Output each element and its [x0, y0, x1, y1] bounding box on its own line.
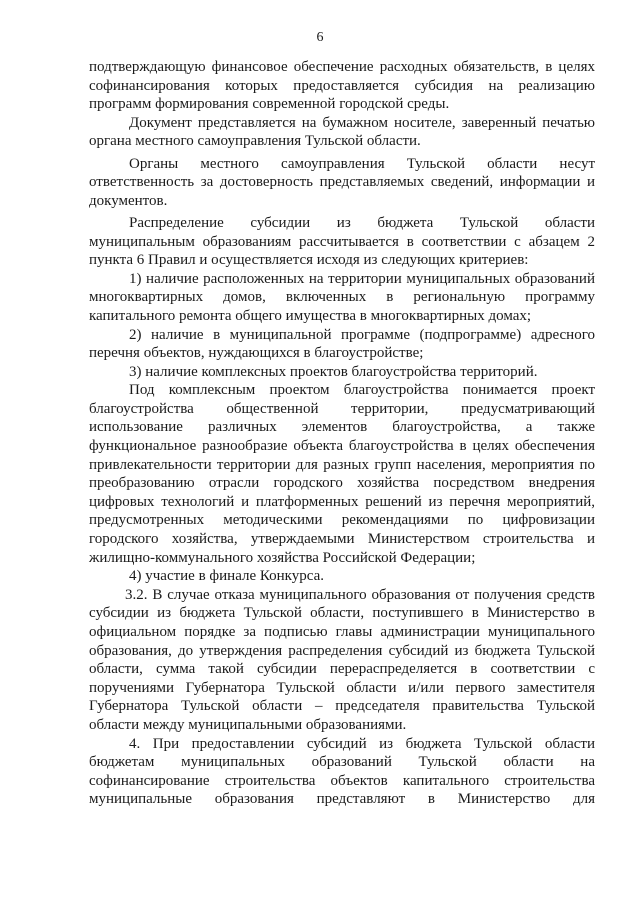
text-line: официальном порядке за подписью главы администрации муниципального [89, 624, 595, 640]
text-line: муниципальные образования представляют в Министерство для [89, 791, 595, 808]
text-line: документов. [89, 192, 168, 209]
text-line: 4. При предоставлении субсидий из бюджета Тульской области [129, 735, 595, 752]
text-line: 3.2. В случае отказа муниципального образования от получения средств [125, 586, 595, 603]
text-line: функциональное разнообразие объекта благоустройства в целях обеспечения [89, 438, 595, 455]
text-line: Под комплексным проектом благоустройства понимается проект [129, 382, 595, 399]
text-line: субсидии из бюджета Тульской области, поступившего в Министерство в [89, 605, 595, 622]
text-line: подтверждающую финансовое обеспечение расходных обязательств, в целях [89, 59, 595, 75]
text-line: бюджетам муниципальных образований Тульской области на [89, 754, 595, 771]
text-line: поручениями Губернатора Тульской области и/или первого заместителя [89, 679, 595, 696]
text-line: 2) наличие в муниципальной программе (подпрограмме) адресного [129, 326, 595, 343]
text-line: 4) участие в финале Конкурса. [129, 568, 324, 585]
text-line: городского хозяйства, утверждаемыми Министерством строительства и [89, 531, 595, 548]
text-line: благоустройства общественной территории, предусматривающий [89, 400, 595, 417]
text-line: области, сумма такой субсидии перераспределяется в соответствии с [89, 661, 595, 678]
text-line: преобразованию отрасли городского хозяйства посредством внедрения [89, 475, 595, 492]
text-line: софинансирование строительства объектов капитального строительства [89, 772, 595, 789]
text-line: многоквартирных домов, включенных в региональную программу [89, 289, 595, 306]
text-line: предусмотренных методическими рекомендациями по цифровизации [89, 512, 595, 529]
text-line: привлекательности территории для разных групп населения, мероприятия по [89, 456, 595, 473]
text-line: органа местного самоуправления Тульской области. [89, 133, 421, 150]
text-line: муниципальным образованиям рассчитывается в соответствии с абзацем 2 [89, 233, 595, 250]
text-line: программ формирования современной городской среды. [89, 96, 450, 113]
text-line: Распределение субсидии из бюджета Тульской области [129, 214, 595, 231]
text-line: 3) наличие комплексных проектов благоустройства территорий. [129, 363, 538, 380]
text-line: использование различных элементов благоустройства, а также [89, 419, 595, 436]
text-line: перечня объектов, нуждающихся в благоустройстве; [89, 345, 424, 362]
text-line: пункта 6 Правил и осуществляется исходя из следующих критериев: [89, 252, 529, 269]
text-line: капитального ремонта общего имущества в многоквартирных домах; [89, 307, 532, 324]
text-line: ответственность за достоверность представляемых сведений, информации и [89, 174, 595, 191]
page-number: 6 [316, 30, 324, 45]
text-line: Документ представляется на бумажном носителе, заверенный печатью [129, 114, 595, 131]
text-line: образования, до утверждения распределения субсидий из бюджета Тульской [89, 642, 595, 659]
text-line: софинансирования которых предоставляется субсидия на реализацию [89, 77, 595, 94]
text-line: Органы местного самоуправления Тульской области несут [129, 155, 595, 172]
body-text [89, 58, 595, 809]
text-line: цифровых технологий и платформенных решений из перечня мероприятий, [89, 493, 595, 510]
text-line: 1) наличие расположенных на территории муниципальных образований [129, 270, 595, 287]
text-line: Губернатора Тульской области – председателя правительства Тульской [89, 698, 595, 715]
text-line: жилищно-коммунального хозяйства Российской Федерации; [89, 549, 476, 566]
text-line: области между муниципальными образованиями. [89, 716, 407, 733]
